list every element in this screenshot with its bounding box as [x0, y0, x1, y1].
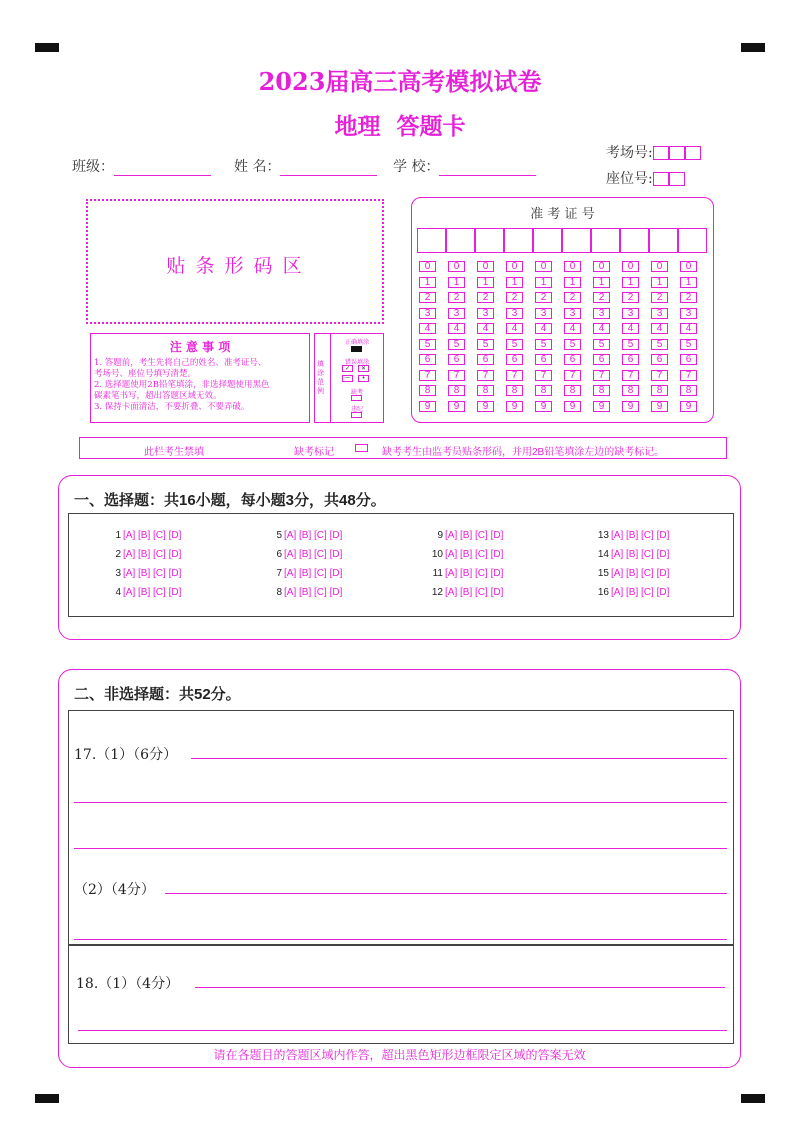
fill-example-box [314, 333, 384, 423]
mc-question-row [105, 530, 181, 541]
ticket-write-cells [417, 228, 707, 253]
exam-room-field[interactable] [606, 142, 701, 162]
ticket-digit-bubble[interactable]: 4 [535, 323, 552, 334]
ticket-digit-bubble[interactable]: 6 [651, 354, 668, 365]
ticket-digit-bubble[interactable]: 7 [651, 370, 668, 381]
ticket-digit-bubble[interactable]: 5 [506, 339, 523, 350]
q17-part1-label: 17.（1）（6分） [74, 747, 178, 763]
mc-question-row [593, 530, 669, 541]
ticket-digit-bubble[interactable]: 2 [564, 292, 581, 303]
ticket-digit-bubble[interactable]: 4 [477, 323, 494, 334]
page-title: 2023届高三高考模拟试卷 [258, 67, 542, 96]
mc-question-number: 1 [115, 530, 121, 541]
mc-question-row [427, 587, 503, 598]
ticket-digit-bubble[interactable]: 2 [622, 292, 639, 303]
ticket-digit-cell[interactable] [620, 228, 649, 253]
mc-question-number: 14 [597, 549, 609, 560]
free-response-section [58, 669, 741, 1068]
examiner-strip [79, 437, 727, 459]
seat-field[interactable] [606, 168, 685, 188]
ticket-digit-bubble[interactable]: 3 [651, 308, 668, 319]
ticket-digit-bubble[interactable]: 5 [564, 339, 581, 350]
fr-section-title: 二、非选择题：共52分。 [74, 686, 241, 703]
mc-question-row [427, 530, 503, 541]
barcode-label: 贴 条 形 码 区 [166, 255, 304, 277]
registration-mark-bottom-right [741, 1094, 765, 1103]
ticket-digit-bubble[interactable]: 9 [564, 401, 581, 412]
ticket-digit-cell[interactable] [533, 228, 562, 253]
ticket-digit-bubble[interactable]: 9 [535, 401, 552, 412]
mc-option-bubbles[interactable]: [A] [B] [C] [D] [611, 549, 670, 560]
mc-question-row [105, 587, 181, 598]
ticket-digit-bubble[interactable]: 3 [564, 308, 581, 319]
seat-cell[interactable] [669, 172, 685, 186]
mc-option-bubbles[interactable]: [A] [B] [C] [D] [445, 568, 504, 579]
ticket-title: 准 考 证 号 [530, 207, 595, 222]
ticket-bubble-grid [419, 261, 709, 416]
mc-question-number: 9 [437, 530, 443, 541]
multiple-choice-section [58, 475, 741, 640]
absent-bubble[interactable] [351, 395, 362, 401]
ticket-digit-bubble[interactable]: 9 [680, 401, 697, 412]
ticket-digit-bubble[interactable]: 4 [419, 323, 436, 334]
ticket-digit-bubble[interactable]: 7 [622, 370, 639, 381]
name-blank[interactable] [280, 162, 377, 176]
ticket-digit-cell[interactable] [504, 228, 533, 253]
ticket-digit-bubble[interactable]: 2 [680, 292, 697, 303]
strip-left-label: 此栏考生禁填 [144, 447, 204, 458]
mc-option-bubbles[interactable]: [A] [B] [C] [D] [611, 568, 670, 579]
ticket-digit-cell[interactable] [475, 228, 504, 253]
mc-option-bubbles[interactable]: [A] [B] [C] [D] [123, 568, 182, 579]
q17-part2-label: （2）（4分） [74, 882, 155, 898]
ticket-digit-bubble[interactable]: 2 [535, 292, 552, 303]
ticket-digit-bubble[interactable]: 3 [593, 308, 610, 319]
mc-option-bubbles[interactable]: [A] [B] [C] [D] [284, 549, 343, 560]
ticket-digit-bubble[interactable]: 7 [419, 370, 436, 381]
mc-question-row [266, 587, 342, 598]
ticket-digit-bubble[interactable]: 1 [651, 277, 668, 288]
ticket-digit-bubble[interactable]: 1 [680, 277, 697, 288]
ticket-digit-bubble[interactable]: 3 [506, 308, 523, 319]
ticket-digit-bubble[interactable]: 2 [506, 292, 523, 303]
mc-question-number: 6 [276, 549, 282, 560]
mc-question-number: 4 [115, 587, 121, 598]
ticket-digit-bubble[interactable]: 5 [419, 339, 436, 350]
ticket-digit-bubble[interactable]: 3 [535, 308, 552, 319]
mc-option-bubbles[interactable]: [A] [B] [C] [D] [611, 530, 670, 541]
notice-line: 3. 保持卡面清洁，不要折叠、不要弄破。 [94, 402, 250, 412]
ticket-digit-bubble[interactable]: 7 [564, 370, 581, 381]
ticket-digit-bubble[interactable]: 8 [622, 385, 639, 396]
violation-label: 违纪 [350, 407, 363, 413]
correct-fill-sample [351, 346, 362, 352]
ticket-digit-bubble[interactable]: 3 [448, 308, 465, 319]
ticket-digit-bubble[interactable]: 8 [593, 385, 610, 396]
notice-box [90, 333, 310, 423]
ticket-digit-bubble[interactable]: 1 [506, 277, 523, 288]
mc-question-row [427, 568, 503, 579]
ticket-digit-bubble[interactable]: 1 [477, 277, 494, 288]
q18-part1-label: 18.（1）（4分） [76, 976, 180, 992]
ticket-digit-bubble[interactable]: 0 [564, 261, 581, 272]
ticket-bubble-row [419, 339, 709, 355]
ticket-digit-bubble[interactable]: 9 [622, 401, 639, 412]
class-label: 班级： [72, 159, 114, 175]
ticket-digit-cell[interactable] [446, 228, 475, 253]
exam-room-cell[interactable] [685, 146, 701, 160]
ticket-digit-bubble[interactable]: 9 [593, 401, 610, 412]
notice-title: 注 意 事 项 [169, 340, 231, 354]
ticket-digit-bubble[interactable]: 2 [477, 292, 494, 303]
school-blank[interactable] [439, 162, 536, 176]
ticket-digit-bubble[interactable]: 2 [593, 292, 610, 303]
class-field[interactable] [72, 156, 211, 176]
registration-mark-bottom-left [35, 1094, 59, 1103]
ticket-digit-bubble[interactable]: 1 [448, 277, 465, 288]
mc-question-number: 3 [115, 568, 121, 579]
ticket-digit-bubble[interactable]: 9 [477, 401, 494, 412]
exam-room-label: 考场号: [606, 145, 653, 161]
ticket-digit-bubble[interactable]: 5 [622, 339, 639, 350]
footer-note: 请在各题目的答题区域内作答，超出黑色矩形边框限定区域的答案无效 [213, 1048, 586, 1062]
ticket-digit-bubble[interactable]: 0 [535, 261, 552, 272]
mc-option-bubbles[interactable]: [A] [B] [C] [D] [123, 530, 182, 541]
ticket-bubble-row [419, 385, 709, 401]
ticket-digit-bubble[interactable]: 9 [506, 401, 523, 412]
ticket-digit-bubble[interactable]: 7 [680, 370, 697, 381]
violation-bubble[interactable] [351, 412, 362, 418]
mc-option-bubbles[interactable]: [A] [B] [C] [D] [284, 587, 343, 598]
mc-question-row [427, 549, 503, 560]
q18-answer-frame [68, 945, 734, 1044]
mc-question-number: 10 [431, 549, 443, 560]
ticket-digit-bubble[interactable]: 2 [651, 292, 668, 303]
mc-option-bubbles[interactable]: [A] [B] [C] [D] [284, 568, 343, 579]
ticket-digit-bubble[interactable]: 4 [593, 323, 610, 334]
mc-option-bubbles[interactable]: [A] [B] [C] [D] [284, 530, 343, 541]
ticket-digit-bubble[interactable]: 9 [651, 401, 668, 412]
ticket-digit-bubble[interactable]: 0 [593, 261, 610, 272]
fill-example-side-label: 填涂范例 [317, 361, 324, 395]
ticket-digit-bubble[interactable]: 0 [622, 261, 639, 272]
mc-option-bubbles[interactable]: [A] [B] [C] [D] [445, 549, 504, 560]
ticket-digit-bubble[interactable]: 8 [506, 385, 523, 396]
mc-question-number: 16 [597, 587, 609, 598]
school-label: 学 校： [393, 159, 440, 175]
ticket-digit-bubble[interactable]: 4 [448, 323, 465, 334]
ticket-digit-bubble[interactable]: 0 [651, 261, 668, 272]
ticket-digit-bubble[interactable]: 5 [651, 339, 668, 350]
ticket-digit-bubble[interactable]: 6 [419, 354, 436, 365]
registration-mark-top-right [741, 43, 765, 52]
dot-mark-icon: • [358, 375, 369, 382]
seat-label: 座位号: [606, 171, 653, 187]
ticket-digit-bubble[interactable]: 0 [506, 261, 523, 272]
mc-question-number: 11 [432, 568, 443, 579]
registration-mark-top-left [35, 43, 59, 52]
ticket-digit-bubble[interactable]: 0 [477, 261, 494, 272]
ticket-digit-cell[interactable] [417, 228, 446, 253]
ticket-bubble-row [419, 292, 709, 308]
ticket-digit-cell[interactable] [649, 228, 678, 253]
mc-option-bubbles[interactable]: [A] [B] [C] [D] [123, 549, 182, 560]
mc-question-row [266, 568, 342, 579]
ticket-digit-bubble[interactable]: 8 [448, 385, 465, 396]
mc-question-number: 8 [276, 587, 282, 598]
ticket-digit-bubble[interactable]: 4 [622, 323, 639, 334]
ticket-digit-bubble[interactable]: 3 [477, 308, 494, 319]
absent-label: 缺考 [350, 390, 363, 396]
mc-section-title: 一、选择题：共16小题，每小题3分，共48分。 [74, 492, 386, 509]
ticket-digit-bubble[interactable]: 8 [680, 385, 697, 396]
mc-option-bubbles[interactable]: [A] [B] [C] [D] [445, 587, 504, 598]
answer-line[interactable] [191, 758, 727, 759]
absent-mark-bubble[interactable] [355, 444, 368, 452]
answer-line[interactable] [165, 893, 727, 894]
mc-option-bubbles[interactable]: [A] [B] [C] [D] [123, 587, 182, 598]
ticket-digit-bubble[interactable]: 8 [564, 385, 581, 396]
school-field[interactable] [393, 156, 536, 176]
ticket-bubble-row [419, 277, 709, 293]
mc-question-row [266, 549, 342, 560]
mc-answer-frame [68, 513, 734, 617]
ticket-digit-bubble[interactable]: 4 [680, 323, 697, 334]
q17-answer-frame [68, 710, 734, 945]
ticket-number-box [411, 197, 714, 423]
barcode-area [86, 199, 384, 324]
ticket-digit-bubble[interactable]: 9 [419, 401, 436, 412]
ticket-digit-bubble[interactable]: 8 [535, 385, 552, 396]
ticket-digit-bubble[interactable]: 7 [506, 370, 523, 381]
mc-question-number: 5 [276, 530, 282, 541]
ticket-digit-bubble[interactable]: 8 [419, 385, 436, 396]
ticket-digit-bubble[interactable]: 5 [535, 339, 552, 350]
ticket-digit-bubble[interactable]: 7 [448, 370, 465, 381]
page-subtitle: 地理 答题卡 [334, 113, 466, 140]
mc-option-bubbles[interactable]: [A] [B] [C] [D] [611, 587, 670, 598]
ticket-digit-bubble[interactable]: 6 [448, 354, 465, 365]
answer-line[interactable] [74, 848, 727, 849]
notice-line: 1. 答题前，考生先将自己的姓名、准考证号、 [94, 358, 267, 368]
mc-option-bubbles[interactable]: [A] [B] [C] [D] [445, 530, 504, 541]
ticket-digit-bubble[interactable]: 3 [680, 308, 697, 319]
mc-question-row [593, 549, 669, 560]
ticket-bubble-row [419, 370, 709, 386]
ticket-bubble-row [419, 323, 709, 339]
ticket-digit-cell[interactable] [678, 228, 707, 253]
check-mark-icon: ✓ [342, 365, 353, 372]
ticket-digit-bubble[interactable]: 9 [448, 401, 465, 412]
ticket-digit-bubble[interactable]: 7 [535, 370, 552, 381]
ticket-bubble-row [419, 354, 709, 370]
notice-line: 碳素笔书写，超出答题区域无效。 [94, 391, 222, 401]
mc-question-number: 7 [276, 568, 282, 579]
class-blank[interactable] [114, 162, 211, 176]
strip-right-label: 缺考考生由监考员贴条形码，并用2B铅笔填涂左边的缺考标记。 [382, 447, 665, 458]
ticket-digit-bubble[interactable]: 6 [564, 354, 581, 365]
ticket-digit-bubble[interactable]: 1 [564, 277, 581, 288]
ticket-digit-bubble[interactable]: 2 [419, 292, 436, 303]
ticket-digit-bubble[interactable]: 4 [506, 323, 523, 334]
mc-question-number: 13 [597, 530, 609, 541]
ticket-digit-bubble[interactable]: 3 [622, 308, 639, 319]
ticket-digit-bubble[interactable]: 1 [622, 277, 639, 288]
answer-line[interactable] [74, 939, 727, 940]
notice-line: 2. 选择题使用2B铅笔填涂，非选择题使用黑色 [94, 380, 270, 390]
dash-mark-icon: — [342, 375, 353, 382]
mc-question-row [593, 587, 669, 598]
ticket-bubble-row [419, 261, 709, 277]
notice-line: 考场号、座位号填写清楚。 [94, 369, 197, 379]
ticket-digit-bubble[interactable]: 3 [419, 308, 436, 319]
exam-room-cell[interactable] [653, 146, 669, 160]
ticket-digit-bubble[interactable]: 5 [448, 339, 465, 350]
exam-room-cell[interactable] [669, 146, 685, 160]
mc-question-row [105, 568, 181, 579]
ticket-digit-bubble[interactable]: 5 [593, 339, 610, 350]
mc-question-row [105, 549, 181, 560]
mc-question-row [266, 530, 342, 541]
cross-mark-icon: ✕ [358, 365, 369, 372]
answer-line[interactable] [78, 1030, 727, 1031]
ticket-bubble-row [419, 308, 709, 324]
mc-question-row [593, 568, 669, 579]
ticket-bubble-row [419, 401, 709, 417]
ticket-digit-bubble[interactable]: 5 [680, 339, 697, 350]
ticket-digit-bubble[interactable]: 2 [448, 292, 465, 303]
ticket-digit-bubble[interactable]: 7 [477, 370, 494, 381]
ticket-digit-bubble[interactable]: 6 [680, 354, 697, 365]
ticket-digit-bubble[interactable]: 6 [506, 354, 523, 365]
ticket-digit-bubble[interactable]: 4 [564, 323, 581, 334]
ticket-digit-cell[interactable] [591, 228, 620, 253]
ticket-digit-bubble[interactable]: 6 [477, 354, 494, 365]
ticket-digit-bubble[interactable]: 8 [651, 385, 668, 396]
strip-absent-label: 缺考标记 [294, 447, 334, 458]
ticket-digit-bubble[interactable]: 7 [593, 370, 610, 381]
ticket-digit-cell[interactable] [562, 228, 591, 253]
ticket-digit-bubble[interactable]: 4 [651, 323, 668, 334]
seat-cell[interactable] [653, 172, 669, 186]
correct-fill-label: 正确填涂 [344, 340, 369, 346]
name-label: 姓 名： [234, 159, 281, 175]
answer-line[interactable] [74, 802, 727, 803]
ticket-digit-bubble[interactable]: 0 [680, 261, 697, 272]
name-field[interactable] [234, 156, 377, 176]
mc-question-number: 2 [115, 549, 121, 560]
answer-line[interactable] [195, 987, 725, 988]
ticket-digit-bubble[interactable]: 0 [448, 261, 465, 272]
ticket-digit-bubble[interactable]: 8 [477, 385, 494, 396]
mc-question-number: 15 [597, 568, 609, 579]
ticket-digit-bubble[interactable]: 6 [535, 354, 552, 365]
ticket-digit-bubble[interactable]: 1 [419, 277, 436, 288]
wrong-fill-label: 错误填涂 [344, 360, 369, 366]
ticket-digit-bubble[interactable]: 1 [535, 277, 552, 288]
mc-question-number: 12 [431, 587, 443, 598]
ticket-digit-bubble[interactable]: 6 [622, 354, 639, 365]
ticket-digit-bubble[interactable]: 6 [593, 354, 610, 365]
ticket-digit-bubble[interactable]: 0 [419, 261, 436, 272]
ticket-digit-bubble[interactable]: 5 [477, 339, 494, 350]
ticket-digit-bubble[interactable]: 1 [593, 277, 610, 288]
